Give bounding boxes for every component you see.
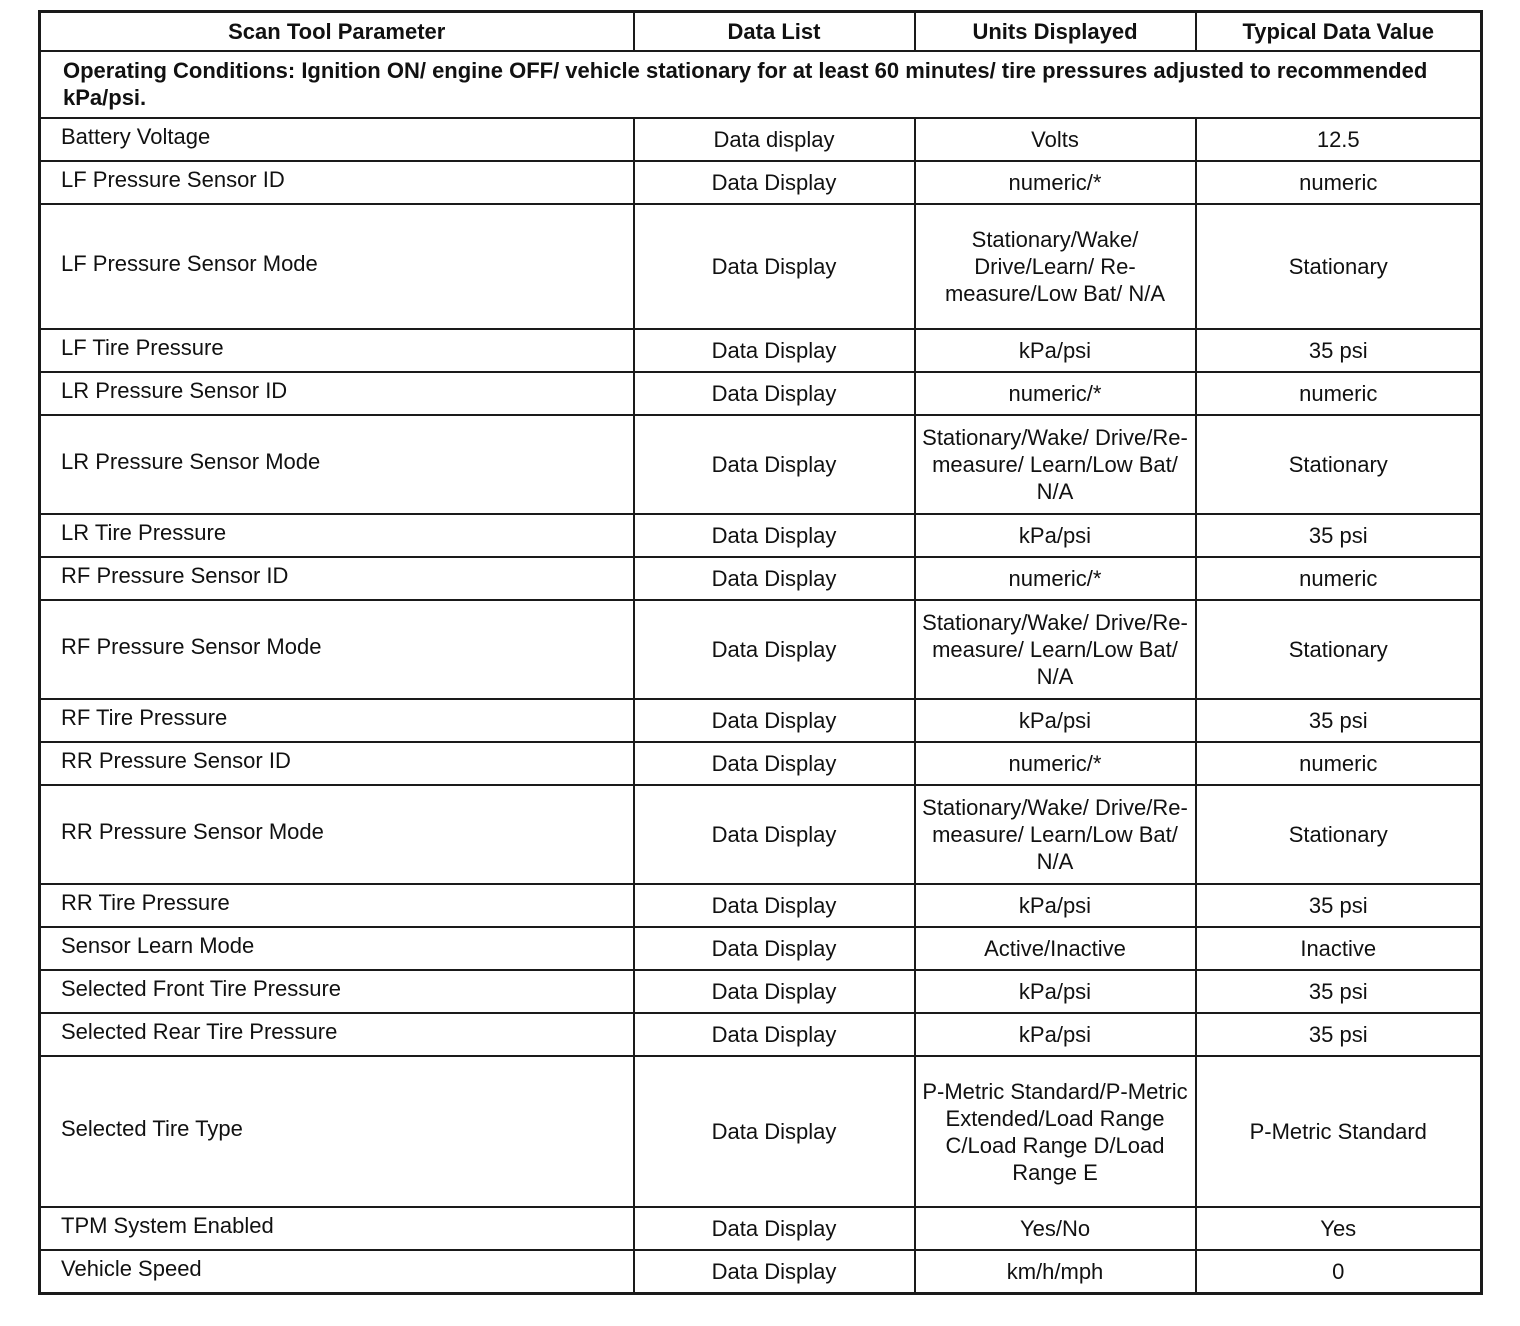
table-row <box>40 884 1482 927</box>
parameter-cell <box>40 742 634 785</box>
units-cell: kPa/psi <box>915 884 1196 927</box>
scan-tool-data-table <box>38 10 1483 1295</box>
parameter-cell-text: RF Tire Pressure <box>61 705 228 730</box>
table-row <box>40 372 1482 415</box>
data-list-cell: Data display <box>634 118 915 161</box>
table-row <box>40 699 1482 742</box>
units-cell: Stationary/Wake/ Drive/Re-measure/ Learn/Low Bat/ N/A <box>915 785 1196 884</box>
parameter-cell-text: Selected Tire Type <box>61 1116 243 1141</box>
units-cell: numeric/* <box>915 557 1196 600</box>
parameter-cell-text: LR Pressure Sensor ID <box>61 378 288 403</box>
typical-value-cell: 35 psi <box>1196 970 1482 1013</box>
parameter-cell-text: LF Pressure Sensor ID <box>61 167 285 192</box>
typical-value-cell: 35 psi <box>1196 699 1482 742</box>
units-cell: Yes/No <box>915 1207 1196 1250</box>
units-cell: kPa/psi <box>915 1013 1196 1056</box>
units-cell: Stationary/Wake/ Drive/Re-measure/ Learn/Low Bat/ N/A <box>915 600 1196 699</box>
table-row <box>40 1056 1482 1207</box>
table-row <box>40 1250 1482 1293</box>
parameter-cell <box>40 415 634 514</box>
parameter-cell-text: Battery Voltage <box>61 124 211 149</box>
typical-value-cell: Stationary <box>1196 415 1482 514</box>
units-cell: Active/Inactive <box>915 927 1196 970</box>
data-list-cell: Data Display <box>634 1207 915 1250</box>
table-row <box>40 1013 1482 1056</box>
parameter-cell-text: Selected Front Tire Pressure <box>61 976 342 1001</box>
typical-value-cell: numeric <box>1196 742 1482 785</box>
parameter-cell <box>40 161 634 204</box>
data-list-cell: Data Display <box>634 1056 915 1207</box>
typical-value-cell: numeric <box>1196 372 1482 415</box>
parameter-cell <box>40 557 634 600</box>
parameter-cell <box>40 204 634 329</box>
table-row <box>40 204 1482 329</box>
parameter-cell-text: Selected Rear Tire Pressure <box>61 1019 338 1044</box>
data-list-cell: Data Display <box>634 1250 915 1293</box>
data-list-cell: Data Display <box>634 742 915 785</box>
parameter-cell <box>40 1207 634 1250</box>
units-cell: numeric/* <box>915 742 1196 785</box>
typical-value-cell: Yes <box>1196 1207 1482 1250</box>
parameter-cell <box>40 699 634 742</box>
units-cell: kPa/psi <box>915 699 1196 742</box>
data-list-cell: Data Display <box>634 557 915 600</box>
parameter-cell <box>40 329 634 372</box>
table-row <box>40 742 1482 785</box>
data-list-cell: Data Display <box>634 372 915 415</box>
parameter-cell <box>40 927 634 970</box>
typical-value-cell: 35 psi <box>1196 884 1482 927</box>
parameter-cell-text: RR Tire Pressure <box>61 890 230 915</box>
parameter-cell-text: LR Tire Pressure <box>61 520 227 545</box>
header-data-list: Data List <box>634 12 915 52</box>
data-list-cell: Data Display <box>634 927 915 970</box>
parameter-cell <box>40 514 634 557</box>
table-row <box>40 970 1482 1013</box>
header-units-displayed: Units Displayed <box>915 12 1196 52</box>
typical-value-cell: numeric <box>1196 557 1482 600</box>
parameter-cell-text: LF Pressure Sensor Mode <box>61 251 318 276</box>
parameter-cell-text: LF Tire Pressure <box>61 335 224 360</box>
parameter-cell <box>40 372 634 415</box>
units-cell: kPa/psi <box>915 970 1196 1013</box>
data-list-cell: Data Display <box>634 970 915 1013</box>
units-cell: Stationary/Wake/ Drive/Learn/ Re-measure/Low Bat/ N/A <box>915 204 1196 329</box>
units-cell: Stationary/Wake/ Drive/Re-measure/ Learn/Low Bat/ N/A <box>915 415 1196 514</box>
typical-value-cell: Stationary <box>1196 785 1482 884</box>
parameter-cell-text: RR Pressure Sensor Mode <box>61 819 324 844</box>
parameter-cell <box>40 1250 634 1293</box>
table-row <box>40 1207 1482 1250</box>
units-cell: kPa/psi <box>915 329 1196 372</box>
parameter-cell-text: RR Pressure Sensor ID <box>61 748 291 773</box>
typical-value-cell: Stationary <box>1196 600 1482 699</box>
typical-value-cell: 12.5 <box>1196 118 1482 161</box>
parameter-cell <box>40 118 634 161</box>
units-cell: km/h/mph <box>915 1250 1196 1293</box>
data-list-cell: Data Display <box>634 204 915 329</box>
data-list-cell: Data Display <box>634 161 915 204</box>
typical-value-cell: Stationary <box>1196 204 1482 329</box>
data-list-cell: Data Display <box>634 785 915 884</box>
units-cell: Volts <box>915 118 1196 161</box>
data-list-cell: Data Display <box>634 1013 915 1056</box>
header-typical-data-value: Typical Data Value <box>1196 12 1482 52</box>
operating-conditions: Operating Conditions: Ignition ON/ engine OFF/ vehicle stationary for at least 60 minutes/ tire pressures adjusted to recommended kPa/psi. <box>40 51 1482 118</box>
parameter-cell-text: LR Pressure Sensor Mode <box>61 449 321 474</box>
table-row <box>40 557 1482 600</box>
table-row <box>40 329 1482 372</box>
table-row <box>40 415 1482 514</box>
typical-value-cell: 35 psi <box>1196 1013 1482 1056</box>
parameter-cell <box>40 785 634 884</box>
data-list-cell: Data Display <box>634 884 915 927</box>
operating-conditions-row <box>40 51 1482 118</box>
data-list-cell: Data Display <box>634 600 915 699</box>
parameter-cell-text: TPM System Enabled <box>61 1213 274 1238</box>
header-scan-tool-parameter: Scan Tool Parameter <box>40 12 634 52</box>
header-row <box>40 12 1482 52</box>
data-list-cell: Data Display <box>634 514 915 557</box>
parameter-cell-text: Sensor Learn Mode <box>61 933 255 958</box>
parameter-cell <box>40 970 634 1013</box>
parameter-cell-text: Vehicle Speed <box>61 1255 202 1281</box>
parameter-cell <box>40 600 634 699</box>
typical-value-cell: 0 <box>1196 1250 1482 1293</box>
units-cell: numeric/* <box>915 372 1196 415</box>
table-row <box>40 514 1482 557</box>
table-row <box>40 927 1482 970</box>
parameter-cell-text: RF Pressure Sensor Mode <box>61 634 322 659</box>
table-row <box>40 600 1482 699</box>
table-row <box>40 785 1482 884</box>
data-list-cell: Data Display <box>634 699 915 742</box>
parameter-cell <box>40 884 634 927</box>
units-cell: P-Metric Standard/P-Metric Extended/Load Range C/Load Range D/Load Range E <box>915 1056 1196 1207</box>
table-row <box>40 118 1482 161</box>
typical-value-cell: numeric <box>1196 161 1482 204</box>
data-list-cell: Data Display <box>634 329 915 372</box>
units-cell: kPa/psi <box>915 514 1196 557</box>
table-row <box>40 161 1482 204</box>
data-list-cell: Data Display <box>634 415 915 514</box>
typical-value-cell: 35 psi <box>1196 514 1482 557</box>
parameter-cell <box>40 1013 634 1056</box>
typical-value-cell: P-Metric Standard <box>1196 1056 1482 1207</box>
units-cell: numeric/* <box>915 161 1196 204</box>
typical-value-cell: 35 psi <box>1196 329 1482 372</box>
typical-value-cell: Inactive <box>1196 927 1482 970</box>
parameter-cell <box>40 1056 634 1207</box>
parameter-cell-text: RF Pressure Sensor ID <box>61 563 289 588</box>
